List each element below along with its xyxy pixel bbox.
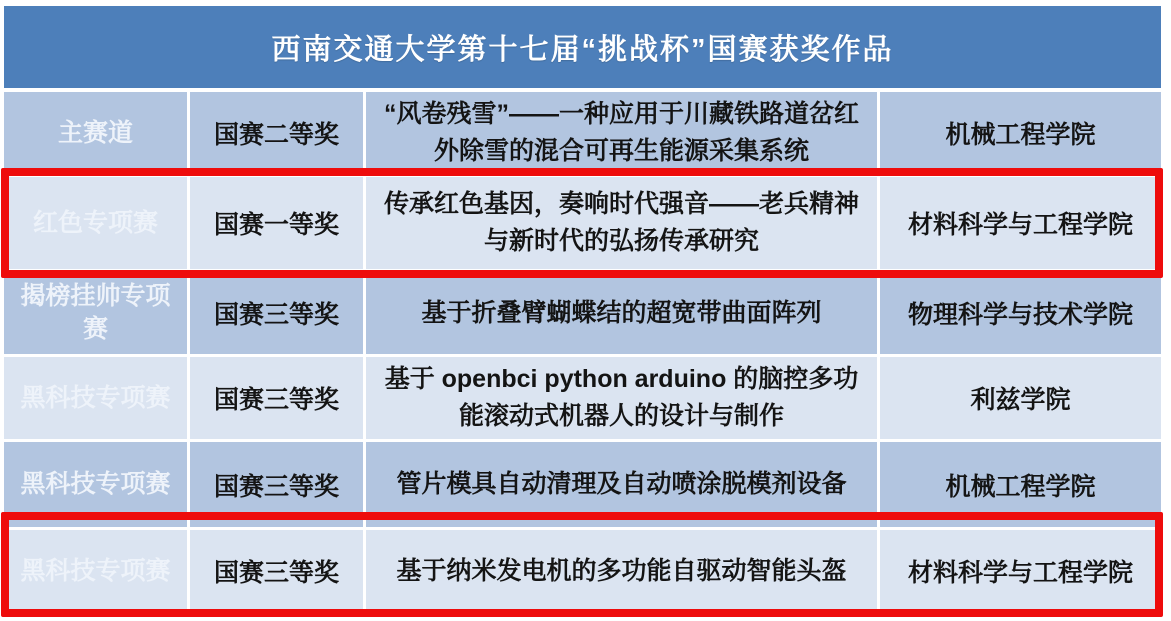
college-cell: 物理科学与技术学院 xyxy=(907,301,1133,329)
work-cell: 基于 openbci python arduino 的脑控多功能滚动式机器人的设计与制作 xyxy=(366,357,880,439)
award-cell: 国赛三等奖 xyxy=(190,442,366,527)
award-cell: 国赛一等奖 xyxy=(190,177,366,269)
college-cell: 材料科学与工程学院 xyxy=(907,211,1133,239)
table-row xyxy=(4,530,1161,612)
track-cell: 黑科技专项赛 xyxy=(4,530,190,612)
table-row xyxy=(4,177,1161,272)
award-cell: 国赛三等奖 xyxy=(190,272,366,354)
award-cell: 国赛三等奖 xyxy=(190,357,366,439)
work-cell: 基于折叠臂蝴蝶结的超宽带曲面阵列 xyxy=(366,272,880,354)
work-cell: 管片模具自动清理及自动喷涂脱模剂设备 xyxy=(366,442,880,527)
award-cell: 国赛二等奖 xyxy=(190,92,366,174)
work-cell: 基于纳米发电机的多功能自驱动智能头盔 xyxy=(366,530,880,612)
table-row xyxy=(4,357,1161,442)
table-title: 西南交通大学第十七届“挑战杯”国赛获奖作品 xyxy=(4,6,1161,88)
track-cell: 红色专项赛 xyxy=(4,177,190,269)
work-cell: “风卷残雪”——一种应用于川藏铁路道岔红外除雪的混合可再生能源采集系统 xyxy=(366,92,880,174)
work-cell: 传承红色基因，奏响时代强音——老兵精神与新时代的弘扬传承研究 xyxy=(366,177,880,269)
track-cell: 黑科技专项赛 xyxy=(4,357,190,439)
college-cell: 机械工程学院 xyxy=(945,121,1096,149)
table-row xyxy=(4,442,1161,530)
table-row xyxy=(4,92,1161,177)
track-cell: 主赛道 xyxy=(4,92,190,174)
college-cell: 机械工程学院 xyxy=(945,472,1096,501)
award-cell: 国赛三等奖 xyxy=(190,530,366,612)
track-cell: 黑科技专项赛 xyxy=(4,442,190,527)
college-cell: 材料科学与工程学院 xyxy=(907,559,1133,587)
table-row xyxy=(4,272,1161,357)
track-cell: 揭榜挂帅专项赛 xyxy=(4,272,190,354)
college-cell: 利兹学院 xyxy=(970,386,1071,414)
awards-table xyxy=(4,6,1161,612)
